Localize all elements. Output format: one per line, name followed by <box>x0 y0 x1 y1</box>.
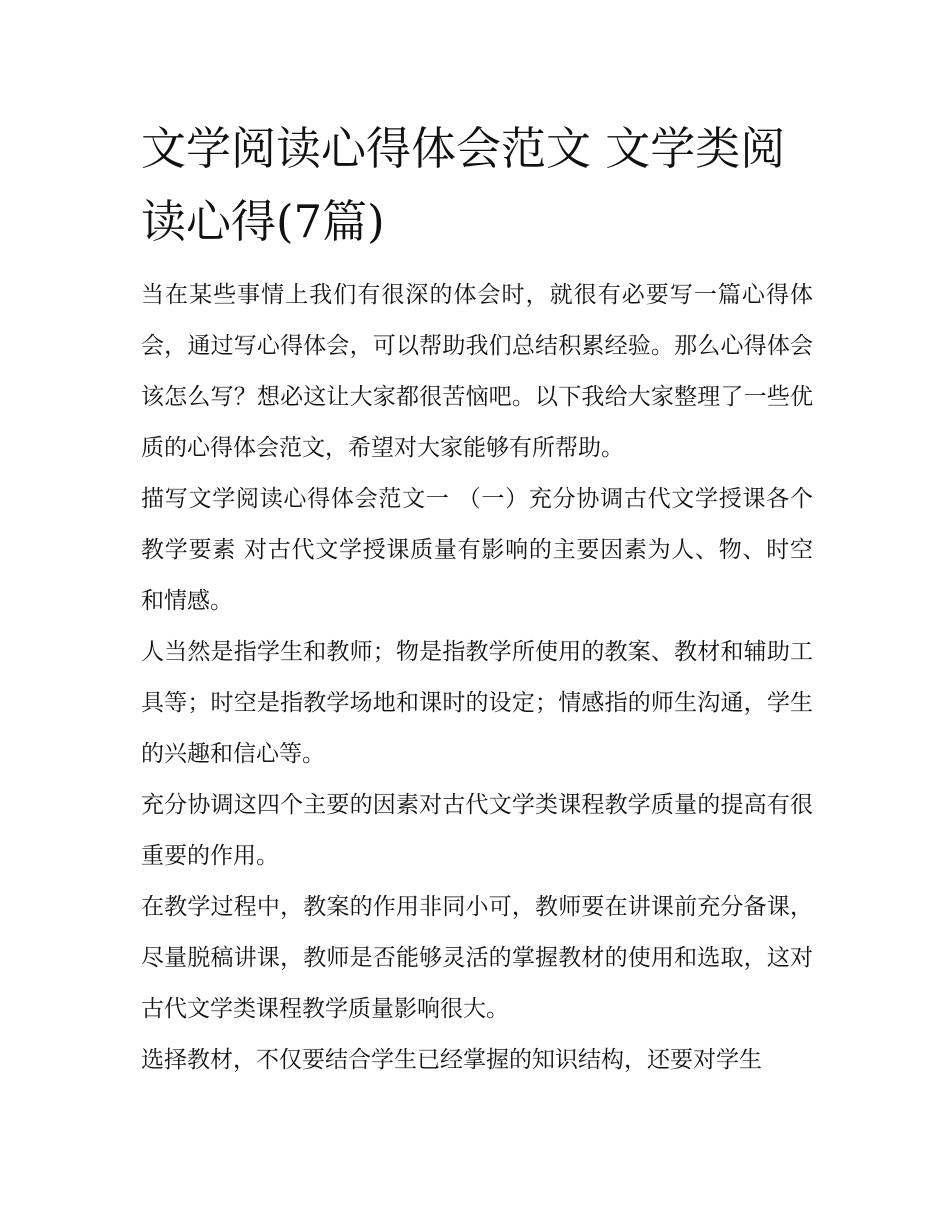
paragraph-coordination: 充分协调这四个主要的因素对古代文学类课程教学质量的提高有很重要的作用。 <box>141 792 813 869</box>
document-title: 文学阅读心得体会范文 文学类阅读心得(7篇) <box>141 122 786 248</box>
paragraph-factors: 人当然是指学生和教师；物是指教学所使用的教案、教材和辅助工具等；时空是指教学场地和课时的设定；情感指的师生沟通，学生的兴趣和信心等。 <box>141 639 813 767</box>
paragraph-section-one: 描写文学阅读心得体会范文一 （一）充分协调古代文学授课各个教学要素 对古代文学授课质量有影响的主要因素为人、物、时空和情感。 <box>141 486 813 614</box>
paragraph-textbook: 选择教材，不仅要结合学生已经掌握的知识结构，还要对学生 <box>141 1047 762 1073</box>
paragraph-intro: 当在某些事情上我们有很深的体会时，就很有必要写一篇心得体会，通过写心得体会，可以帮助我们总结积累经验。那么心得体会该怎么写？想必这让大家都很苦恼吧。以下我给大家整理了一些优质的心得体会范文，希望对大家能够有所帮助。 <box>141 282 813 461</box>
document-content <box>141 112 813 1086</box>
paragraph-lesson-plan: 在教学过程中，教案的作用非同小可，教师要在讲课前充分备课，尽量脱稿讲课，教师是否能够灵活的掌握教材的使用和选取，这对古代文学类课程教学质量影响很大。 <box>141 894 813 1022</box>
